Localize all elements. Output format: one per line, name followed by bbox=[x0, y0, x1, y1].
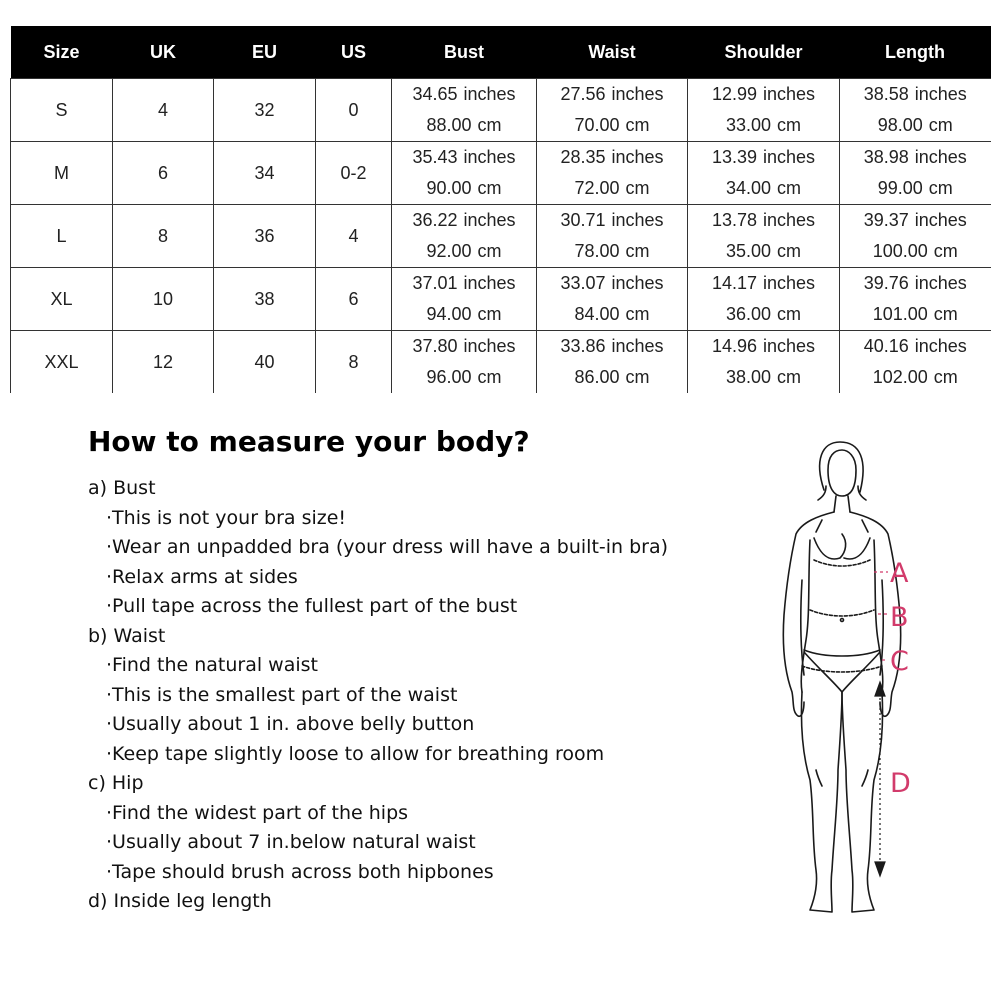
waist-in-value bbox=[537, 205, 687, 236]
measurement-unit: inches bbox=[463, 147, 516, 167]
waist-in-value bbox=[537, 268, 687, 299]
bust-cm-value bbox=[392, 110, 536, 141]
cell-uk: 8 bbox=[113, 205, 214, 268]
measurement-number: 86.00 bbox=[574, 367, 620, 387]
length-cm-value bbox=[840, 362, 991, 393]
measurement-number: 70.00 bbox=[574, 115, 620, 135]
measurement-number: 13.39 bbox=[711, 147, 757, 167]
measurement-number: 37.01 bbox=[412, 273, 458, 293]
measurement-unit: cm bbox=[777, 115, 802, 135]
table-row bbox=[11, 79, 991, 142]
length-cm-value bbox=[840, 299, 991, 330]
cell-length bbox=[840, 79, 991, 142]
measurement-number: 13.78 bbox=[711, 210, 757, 230]
cell-eu: 36 bbox=[214, 205, 316, 268]
size-chart-table bbox=[10, 26, 991, 393]
measurement-unit: inches bbox=[914, 336, 967, 356]
measurement-unit: cm bbox=[477, 367, 502, 387]
waist-in-value bbox=[537, 142, 687, 173]
measurement-unit: inches bbox=[463, 273, 516, 293]
header-size: Size bbox=[11, 26, 113, 79]
length-in-value bbox=[840, 142, 991, 173]
measurement-number: 38.98 bbox=[863, 147, 909, 167]
bust-cm-value bbox=[392, 299, 536, 330]
measurement-unit: inches bbox=[914, 273, 967, 293]
measurement-unit: cm bbox=[777, 241, 802, 261]
cell-us: 0-2 bbox=[316, 142, 392, 205]
length-cm-value bbox=[840, 110, 991, 141]
cell-us: 8 bbox=[316, 331, 392, 394]
measurement-unit: cm bbox=[625, 178, 650, 198]
body-outline bbox=[783, 442, 900, 912]
measurement-unit: cm bbox=[477, 178, 502, 198]
measurement-unit: inches bbox=[914, 147, 967, 167]
cell-eu: 34 bbox=[214, 142, 316, 205]
measurement-unit: inches bbox=[914, 84, 967, 104]
waist-cm-value bbox=[537, 110, 687, 141]
bust-cm-value bbox=[392, 173, 536, 204]
guide-bullet: ·Relax arms at sides bbox=[106, 565, 298, 588]
cell-waist bbox=[537, 268, 688, 331]
cell-waist bbox=[537, 79, 688, 142]
cell-bust bbox=[392, 268, 537, 331]
measurement-number: 37.80 bbox=[412, 336, 458, 356]
measurement-number: 94.00 bbox=[426, 304, 472, 324]
cell-waist bbox=[537, 142, 688, 205]
bust-in-value bbox=[392, 205, 536, 236]
guide-bullet: ·Tape should brush across both hipbones bbox=[106, 860, 494, 883]
measurement-unit: inches bbox=[611, 210, 664, 230]
header-shoulder: Shoulder bbox=[688, 26, 840, 79]
bust-in-value bbox=[392, 331, 536, 362]
length-arrow bbox=[875, 682, 885, 876]
measurement-number: 99.00 bbox=[877, 178, 923, 198]
figure-letter-c: C bbox=[890, 646, 909, 677]
shoulder-cm-value bbox=[688, 110, 839, 141]
length-in-value bbox=[840, 205, 991, 236]
bust-in-value bbox=[392, 268, 536, 299]
cell-shoulder bbox=[688, 79, 840, 142]
measurement-number: 40.16 bbox=[863, 336, 909, 356]
cell-us: 6 bbox=[316, 268, 392, 331]
size-table-header-row bbox=[11, 26, 991, 79]
cell-shoulder bbox=[688, 205, 840, 268]
guide-bullet: ·Find the natural waist bbox=[106, 654, 318, 676]
guide-bullet: ·Usually about 1 in. above belly button bbox=[106, 713, 475, 735]
bust-in-value bbox=[392, 142, 536, 173]
measurement-unit: inches bbox=[611, 336, 664, 356]
measurement-number: 30.71 bbox=[560, 210, 606, 230]
measurement-number: 33.00 bbox=[725, 115, 772, 135]
cell-size: XL bbox=[11, 268, 113, 331]
measurement-number: 100.00 bbox=[872, 241, 928, 261]
measurement-unit: inches bbox=[763, 210, 816, 230]
shoulder-in-value bbox=[688, 331, 839, 362]
measurement-number: 98.00 bbox=[877, 115, 923, 135]
measurement-unit: cm bbox=[625, 241, 650, 261]
measurement-number: 33.86 bbox=[560, 336, 606, 356]
measurement-unit: cm bbox=[933, 367, 958, 387]
guide-bullet: ·Wear an unpadded bra (your dress will have a built-in bra) bbox=[106, 536, 669, 558]
cell-length bbox=[840, 142, 991, 205]
cell-waist bbox=[537, 205, 688, 268]
cell-length bbox=[840, 205, 991, 268]
guide-section-label: b) Waist bbox=[88, 624, 166, 647]
figure-letter-d: D bbox=[890, 768, 911, 799]
measurement-unit: cm bbox=[933, 304, 958, 324]
guide-bullet: ·Find the widest part of the hips bbox=[106, 801, 409, 824]
waist-cm-value bbox=[537, 299, 687, 330]
measurement-number: 88.00 bbox=[426, 115, 472, 135]
cell-uk: 4 bbox=[113, 79, 214, 142]
bust-in-value bbox=[392, 79, 536, 110]
cell-us: 0 bbox=[316, 79, 392, 142]
shoulder-cm-value bbox=[688, 173, 839, 204]
measurement-number: 92.00 bbox=[426, 241, 472, 261]
measurement-unit: cm bbox=[477, 115, 502, 135]
measurement-number: 102.00 bbox=[872, 367, 928, 387]
measurement-number: 35.43 bbox=[412, 147, 458, 167]
measurement-number: 36.00 bbox=[725, 304, 772, 324]
length-cm-value bbox=[840, 236, 991, 267]
guide-title: How to measure your body? bbox=[88, 425, 530, 458]
measurement-number: 38.58 bbox=[863, 84, 909, 104]
measurement-number: 101.00 bbox=[872, 304, 928, 324]
measurement-unit: inches bbox=[611, 84, 664, 104]
shoulder-cm-value bbox=[688, 236, 839, 267]
cell-length bbox=[840, 331, 991, 394]
measurement-number: 14.17 bbox=[711, 273, 757, 293]
cell-eu: 40 bbox=[214, 331, 316, 394]
table-row bbox=[11, 142, 991, 205]
measurement-unit: inches bbox=[463, 84, 516, 104]
waist-in-value bbox=[537, 79, 687, 110]
header-bust: Bust bbox=[392, 26, 537, 79]
cell-bust bbox=[392, 142, 537, 205]
measuring-guide bbox=[88, 425, 728, 917]
cell-shoulder bbox=[688, 331, 840, 394]
shoulder-in-value bbox=[688, 79, 839, 110]
cell-uk: 6 bbox=[113, 142, 214, 205]
measurement-unit: cm bbox=[933, 241, 958, 261]
measurement-unit: inches bbox=[763, 147, 816, 167]
measurement-unit: cm bbox=[625, 115, 650, 135]
cell-uk: 12 bbox=[113, 331, 214, 394]
shoulder-in-value bbox=[688, 205, 839, 236]
length-in-value bbox=[840, 331, 991, 362]
cell-bust bbox=[392, 205, 537, 268]
cell-size: M bbox=[11, 142, 113, 205]
cell-eu: 38 bbox=[214, 268, 316, 331]
cell-waist bbox=[537, 331, 688, 394]
measurement-unit: inches bbox=[463, 336, 516, 356]
table-row bbox=[11, 268, 991, 331]
measurement-unit: cm bbox=[625, 304, 650, 324]
measurement-number: 35.00 bbox=[725, 241, 772, 261]
measurement-number: 27.56 bbox=[560, 84, 606, 104]
header-us: US bbox=[316, 26, 392, 79]
cell-shoulder bbox=[688, 142, 840, 205]
length-cm-value bbox=[840, 173, 991, 204]
measurement-unit: inches bbox=[611, 147, 664, 167]
length-in-value bbox=[840, 79, 991, 110]
shoulder-cm-value bbox=[688, 362, 839, 393]
header-uk: UK bbox=[113, 26, 214, 79]
guide-section-label: d) Inside leg length bbox=[88, 890, 272, 912]
guide-sections bbox=[88, 474, 728, 917]
measurement-unit: cm bbox=[477, 304, 502, 324]
measurement-number: 12.99 bbox=[711, 84, 757, 104]
cell-size: XXL bbox=[11, 331, 113, 394]
cell-uk: 10 bbox=[113, 268, 214, 331]
shoulder-in-value bbox=[688, 142, 839, 173]
measurement-number: 39.37 bbox=[863, 210, 909, 230]
waist-cm-value bbox=[537, 173, 687, 204]
measurement-number: 33.07 bbox=[560, 273, 606, 293]
shoulder-in-value bbox=[688, 268, 839, 299]
measurement-number: 28.35 bbox=[560, 147, 606, 167]
waist-cm-value bbox=[537, 236, 687, 267]
measurement-number: 39.76 bbox=[863, 273, 909, 293]
guide-bullet: ·Pull tape across the fullest part of the bust bbox=[106, 595, 518, 617]
shoulder-cm-value bbox=[688, 299, 839, 330]
measurement-unit: inches bbox=[914, 210, 967, 230]
guide-section-label: c) Hip bbox=[88, 772, 144, 794]
measurement-unit: cm bbox=[928, 178, 953, 198]
header-waist: Waist bbox=[537, 26, 688, 79]
cell-shoulder bbox=[688, 268, 840, 331]
header-eu: EU bbox=[214, 26, 316, 79]
measurement-number: 34.00 bbox=[725, 178, 772, 198]
measurement-number: 34.65 bbox=[412, 84, 458, 104]
measurement-unit: cm bbox=[625, 367, 650, 387]
measurement-unit: inches bbox=[763, 336, 816, 356]
bust-cm-value bbox=[392, 362, 536, 393]
measurement-unit: cm bbox=[777, 178, 802, 198]
measurement-number: 84.00 bbox=[574, 304, 620, 324]
measurement-unit: inches bbox=[463, 210, 516, 230]
measurement-number: 38.00 bbox=[725, 367, 772, 387]
body-measurement-figure bbox=[762, 430, 992, 930]
header-length: Length bbox=[840, 26, 991, 79]
cell-bust bbox=[392, 331, 537, 394]
measurement-number: 90.00 bbox=[426, 178, 472, 198]
table-row bbox=[11, 331, 991, 394]
guide-section-label: a) Bust bbox=[88, 477, 156, 499]
waist-in-value bbox=[537, 331, 687, 362]
measurement-number: 36.22 bbox=[412, 210, 458, 230]
measurement-unit: cm bbox=[928, 115, 953, 135]
cell-length bbox=[840, 268, 991, 331]
measurement-unit: cm bbox=[777, 304, 802, 324]
measurement-unit: inches bbox=[763, 84, 816, 104]
waist-cm-value bbox=[537, 362, 687, 393]
measurement-unit: cm bbox=[777, 367, 802, 387]
bust-cm-value bbox=[392, 236, 536, 267]
measurement-number: 78.00 bbox=[574, 241, 620, 261]
cell-bust bbox=[392, 79, 537, 142]
cell-us: 4 bbox=[316, 205, 392, 268]
measurement-number: 96.00 bbox=[426, 367, 472, 387]
measurement-number: 72.00 bbox=[574, 178, 620, 198]
guide-bullet: ·This is the smallest part of the waist bbox=[106, 683, 458, 706]
guide-bullet: ·Usually about 7 in.below natural waist bbox=[106, 831, 476, 853]
measurement-unit: inches bbox=[611, 273, 664, 293]
length-in-value bbox=[840, 268, 991, 299]
size-table-body bbox=[11, 79, 991, 394]
cell-size: S bbox=[11, 79, 113, 142]
table-row bbox=[11, 205, 991, 268]
measurement-unit: cm bbox=[477, 241, 502, 261]
guide-bullet: ·Keep tape slightly loose to allow for breathing room bbox=[106, 742, 605, 765]
figure-letter-a: A bbox=[890, 558, 909, 589]
measurement-unit: inches bbox=[763, 273, 816, 293]
measurement-number: 14.96 bbox=[711, 336, 757, 356]
figure-letter-b: B bbox=[890, 602, 909, 633]
guide-bullet: ·This is not your bra size! bbox=[106, 506, 347, 529]
cell-size: L bbox=[11, 205, 113, 268]
cell-eu: 32 bbox=[214, 79, 316, 142]
